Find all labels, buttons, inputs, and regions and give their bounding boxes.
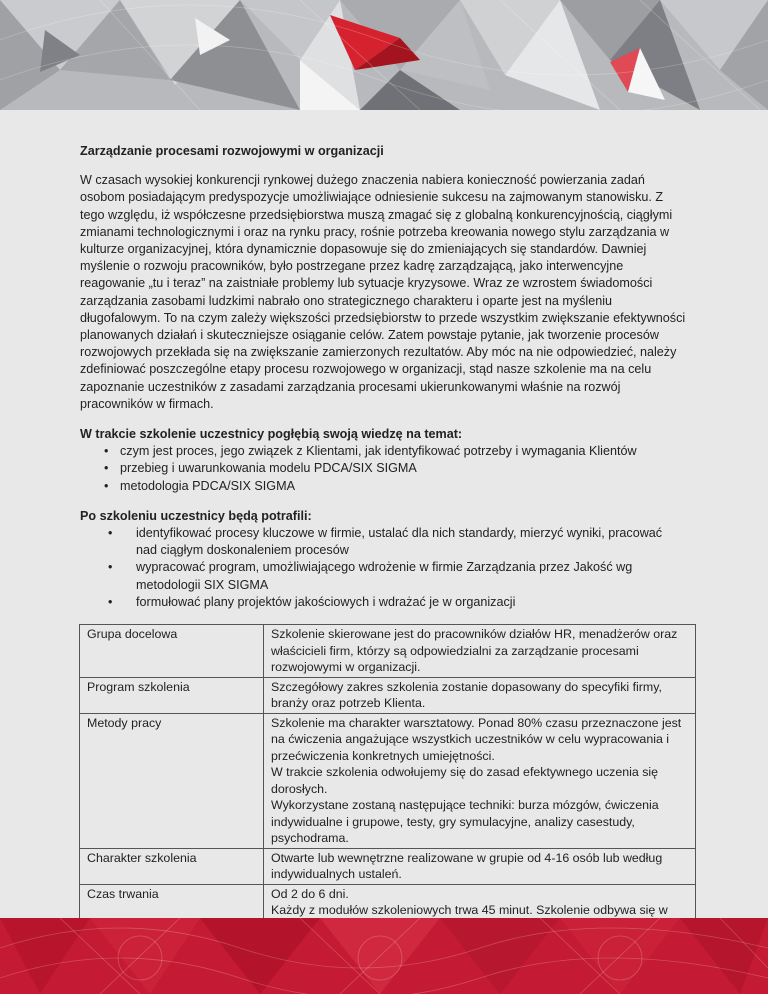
table-label-cell: Program szkolenia bbox=[80, 677, 264, 713]
section-skills-heading: Po szkoleniu uczestnicy będą potrafili: bbox=[80, 508, 312, 523]
table-label-cell: Charakter szkolenia bbox=[80, 848, 264, 884]
table-label-cell: Metody pracy bbox=[80, 713, 264, 848]
skills-list bbox=[80, 525, 686, 611]
geometric-pattern-bottom bbox=[0, 918, 768, 994]
methods-text-1: Szkolenie ma charakter warsztatowy. Ponad 80% czasu przeznaczone jest na ćwiczenia angażujące wszystkich uczestników w celu wypracowania i przećwiczenia konkretnych umiejętności. bbox=[271, 715, 682, 763]
list-item: • identyfikować procesy kluczowe w firmie, ustalać dla nich standardy, mierzyć wyniki, pracować nad ciągłym doskonaleniem procesów bbox=[136, 525, 686, 559]
table-label-cell: Grupa docelowa bbox=[80, 625, 264, 678]
table-row bbox=[80, 713, 696, 848]
table-value-cell: Szczegółowy zakres szkolenia zostanie dopasowany do specyfiki firmy, branży oraz potrzeb Klienta. bbox=[264, 677, 696, 713]
list-item: • czym jest proces, jego związek z Klientami, jak identyfikować potrzeby i wymagania Klientów bbox=[120, 443, 686, 460]
knowledge-list bbox=[80, 443, 686, 495]
geometric-pattern-top bbox=[0, 0, 768, 110]
table-label-cell: Czas trwania bbox=[80, 884, 264, 937]
section-knowledge-heading: W trakcie szkolenie uczestnicy pogłębią swoją wiedzę na temat: bbox=[80, 427, 463, 442]
methods-text-2: W trakcie szkolenia odwołujemy się do zasad efektywnego uczenia się dorosłych. bbox=[271, 765, 659, 796]
table-row bbox=[80, 625, 696, 678]
methods-text-3: Wykorzystane zostaną następujące techniki: burza mózgów, ćwiczenia indywidualne i grupowe, testy, gry symulacyjne, analizy casestudy, psychodrama. bbox=[271, 798, 659, 846]
document-body bbox=[80, 143, 686, 937]
bottom-banner bbox=[0, 918, 768, 994]
top-banner bbox=[0, 0, 768, 110]
document-title: Zarządzanie procesami rozwojowymi w organizacji bbox=[80, 144, 384, 158]
training-info-table bbox=[79, 624, 696, 937]
table-row bbox=[80, 677, 696, 713]
list-item: • przebieg i uwarunkowania modelu PDCA/SIX SIGMA bbox=[120, 460, 686, 477]
list-item: • metodologia PDCA/SIX SIGMA bbox=[120, 478, 686, 495]
duration-text-2: Każdy z modułów szkoleniowych trwa 45 minut. Szkolenie odbywa się w bbox=[271, 903, 668, 918]
table-value-cell: Szkolenie skierowane jest do pracowników działów HR, menadżerów oraz właścicieli firm, którzy są odpowiedzialni za zarządzanie procesami rozwojowymi w organizacji. bbox=[264, 625, 696, 678]
duration-text-1: Od 2 do 6 dni. bbox=[271, 886, 349, 901]
table-value-cell bbox=[264, 713, 696, 848]
list-item: • wypracować program, umożliwiającego wdrożenie w firmie Zarządzania przez Jakość wg metodologii SIX SIGMA bbox=[136, 559, 686, 593]
intro-paragraph: W czasach wysokiej konkurencji rynkowej dużego znaczenia nabiera konieczność powierzania zadań osobom posiadającym predyspozycje umożliwiające odniesienie sukcesu na zajmowanym stanowisku. Z tego względu, iż współczesne przedsiębiorstwa muszą zmagać się z globalną konkurencyjnością, ciągłymi zmianami technologicznymi i oraz na rynku pracy, rośnie potrzeba kreowania nowego stylu zarządzania w kulturze organizacyjnej, która dynamicznie dopasowuje się do zmieniających się standardów. Dawniej myślenie o rozwoju pracowników, było postrzegane przez kadrę zarządzającą, jako interwencyjne reagowanie „tu i teraz” na zaistniałe problemy lub sytuacje kryzysowe. Wraz ze wzrostem świadomości zarządzania zasobami ludzkimi nabrało ono strategicznego charakteru i oparte jest na myśleniu długofalowym. To na czym zależy większości przedsiębiorstw to przede wszystkim zwiększanie efektywności planowanych działań i skuteczniejsze osiąganie celów. Zatem powstaje pytanie, jak tworzenie procesów rozwojowych przekłada się na zwiększanie zamierzonych rezultatów. Aby móc na nie odpowiedzieć, należy zdefiniować poszczególne etapy procesu rozwojowego w organizacji, stąd nasze szkolenie ma na celu zapoznanie uczestników z zasadami zarządzania procesami ukierunkowanymi właśnie na rozwój pracowników w firmach. bbox=[80, 173, 686, 411]
table-row bbox=[80, 848, 696, 884]
list-item: • formułować plany projektów jakościowych i wdrażać je w organizacji bbox=[136, 594, 686, 611]
table-value-cell: Otwarte lub wewnętrzne realizowane w grupie od 4-16 osób lub według indywidualnych ustaleń. bbox=[264, 848, 696, 884]
